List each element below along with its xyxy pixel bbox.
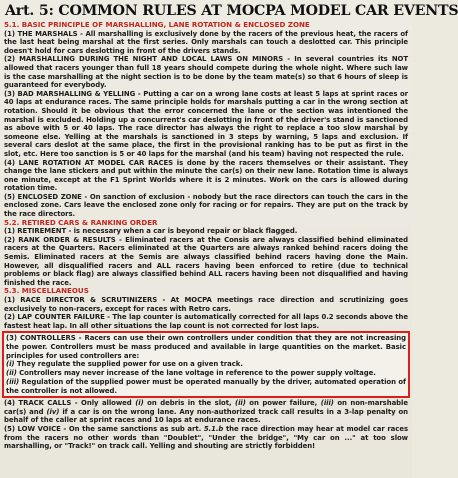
section-heading-5-1: 5.1. BASIC PRINCIPLE OF MARSHALLING, LANE ROTATION & ENCLOSED ZONE [4, 20, 310, 29]
paragraph-5-1-5: (5) ENCLOSED ZONE - On sanction of exclusion - nobody but the race directors can touch the cars in the enclosed zone. Cars leave the enclosed zone only for racing or for repairs. They are put on the track by the race directors. [4, 192, 408, 219]
controller-principle-3 [6, 378, 406, 395]
track-calls-text-a: (4) TRACK CALLS - Only allowed [4, 399, 136, 408]
paragraph-5-2-1: (1) RETIREMENT - is necessary when a car is beyond repair or black flagged. [4, 227, 298, 236]
controller-principle-1-text: They regulate the supplied power for use on a given track. [14, 360, 243, 369]
track-calls-numeral-iii: (iii) [320, 399, 334, 408]
low-voice-text-a: (5) LOW VOICE - On the same sanctions as sub art. [4, 425, 204, 434]
track-calls-text-d: on non-marshable car(s) and [4, 399, 408, 416]
track-calls-text-b: on debris in the slot, [143, 399, 235, 408]
track-calls-numeral-i: (i) [135, 399, 144, 408]
paragraph-5-1-1: (1) THE MARSHALS - All marshalling is exclusively done by the racers of the previous heat, the racers of the last heat being marshal at the first series. Only marshals can touch a deslotted car. This principle doesn't hold for cars deslotting in front of the drivers stands. [4, 29, 408, 55]
roman-numeral-ii: (ii) [6, 369, 17, 378]
paragraph-5-3-3-lead: (3) CONTROLLERS - Racers can use their own controllers under condition that they are not increasing the power. Controllers must be mass produced and available in large quantities on the market. Basic principles for used controllers are: [6, 334, 406, 360]
page-title: Art. 5: COMMON RULES AT MOCPA MODEL CAR EVENTS [5, 3, 458, 19]
paragraph-5-3-2: (2) LAP COUNTER FAILURE - The lap counter is automatically corrected for all laps 0.2 seconds above the fastest heat lap. In all other situations the lap count is not corrected for lost laps. [4, 313, 408, 330]
paragraph-5-1-3: (3) BAD MARSHALLING & YELLING - Putting a car on a wrong lane costs at least 5 laps at sprint races or 40 laps at endurance races. The same principle holds for marshals putting a car in the wrong section at rotation. Should it be obvious that the error concerned the lane or the section was intentioned the marshal is excluded. Holding up a concurrent's car deslotting in front of the driver's stand is sanctioned as above with 5 or 40 laps. The race director has always the right to replace a too slow marshal by someone else. Yelling at the marshals is sanctioned in 3 steps by warning, 5 laps and exclusion. If several cars deslot at the same place, the first in the provisional ranking has to be put as first in the slot, etc. Here too sanction is 5 or 40 laps for the marshal (and his team) having not respected the rule. [4, 89, 408, 158]
low-voice-article-ref: 5.1.b [203, 425, 224, 434]
paragraph-5-3-4 [4, 399, 408, 425]
low-voice-text-b: the race direction may hear at model car races from the racers no other words than "Doublet", "Under the bridge", "My car on ..." at too slow marshalling, or "Track!" on track call. Yelling and shouting are strictly forbidden! [4, 425, 408, 451]
paragraph-5-2-2: (2) RANK ORDER & RESULTS - Eliminated racers at the Consis are always classified behind eliminated racers at the Quarters. Racers eliminated at the Quarters are always ranked behind racers doing the Semis. Eliminated racers at the Semis are always classified behind racers having done the Main. However, all disqualified racers and ALL racers having been enforced to retire (due to technical problems or black flag) are always classified behind ALL racers having been not disqualified and having finished the race. [4, 235, 408, 287]
section-heading-5-2: 5.2. RETIRED CARS & RANKING ORDER [4, 217, 158, 227]
paragraph-5-3-5 [4, 425, 408, 451]
section-heading-5-3: 5.3. MISCELLANEOUS [4, 286, 89, 296]
roman-numeral-iii: (iii) [6, 377, 20, 386]
track-calls-numeral-iv: (iv) [46, 407, 60, 416]
paragraph-5-1-2: (2) MARSHALLING DURING THE NIGHT AND LOCAL LAWS ON MINORS - In several countries its NOT allowed that racers younger than full 18 years should compete during the whole night. Where such law is the case marshalling at the night section is to be done by the team mate(s) so that 6 hours of sleep is guaranteed for everybody. [4, 55, 408, 90]
controller-principle-2-text: Controllers may never increase of the lane voltage in reference to the power supply voltage. [16, 369, 376, 378]
paragraph-5-1-4: (4) LANE ROTATION AT MODEL CAR RACES is done by the racers themselves or their assistant. They change the lane stickers and put within the minute the car(s) on their new lane. Rotation time is always one minute, except at the F1 Sprint Worlds where it is 2 minutes. Work on the cars is allowed during rotation time. [4, 158, 408, 193]
controller-principle-1 [6, 360, 406, 369]
track-calls-text-e: if a car is on the wrong lane. Any non-authorized track call results in a 3-lap penalty on behalf of the caller at sprint races and 10 laps at endurance races. [4, 407, 409, 425]
paragraph-5-3-1: (1) RACE DIRECTOR & SCRUTINIZERS - At MOCPA meetings race direction and scrutinizing goes exclusively to non-racers, except for races with Retro cars. [4, 296, 408, 313]
highlighted-controllers-box [2, 331, 410, 398]
controller-principle-3-text: Regulation of the supplied power must be operated manually by the driver, automated operation of the controller is not allowed. [6, 377, 406, 395]
controller-principle-2 [6, 369, 406, 378]
roman-numeral-i: (i) [6, 360, 15, 369]
track-calls-text-c: on power failure, [245, 399, 321, 408]
track-calls-numeral-ii: (ii) [235, 399, 246, 408]
